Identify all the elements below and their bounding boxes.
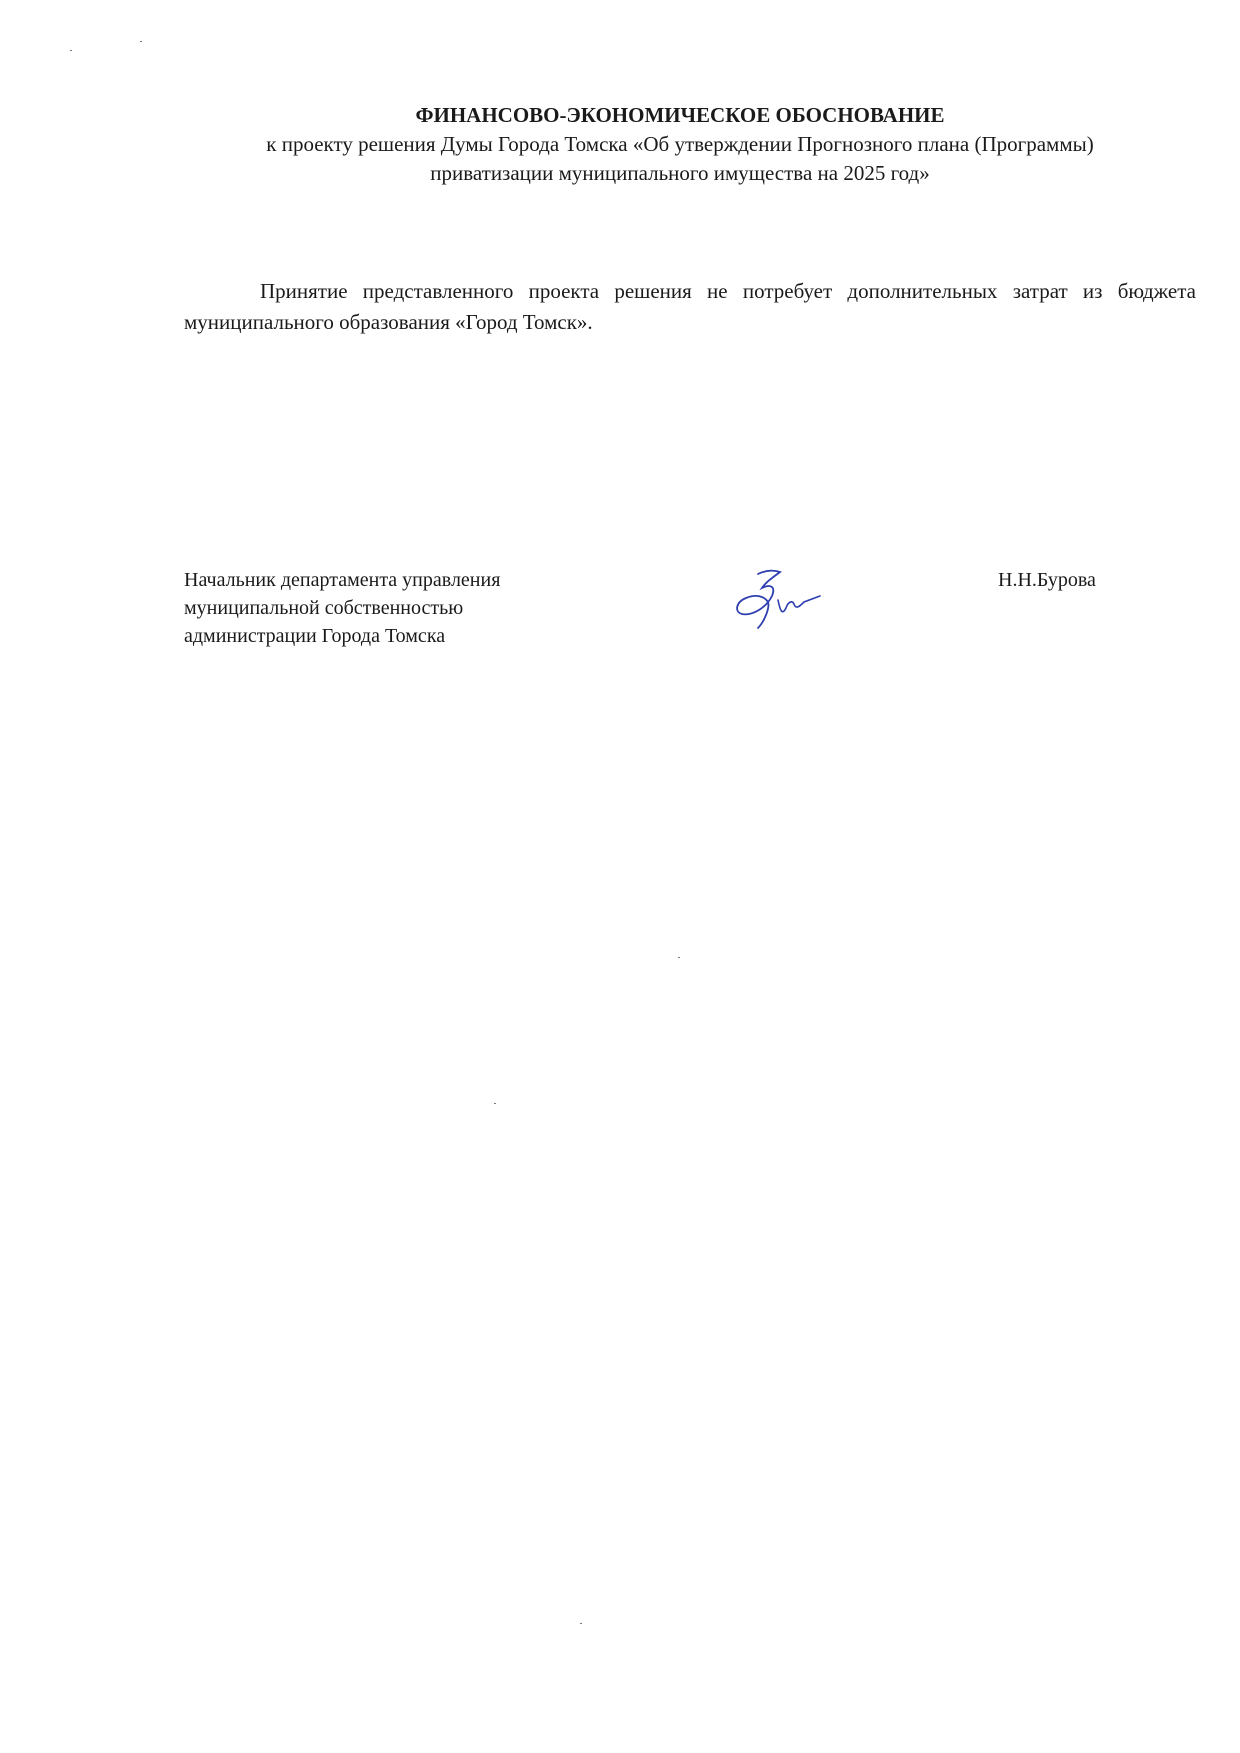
body-paragraph: Принятие представленного проекта решения не потребует дополнительных затрат из бюджета муниципального образования «Город Томск». bbox=[184, 279, 1196, 334]
document-subtitle-line-2: приватизации муниципального имущества на 2025 год» bbox=[430, 161, 930, 185]
handwritten-signature-icon bbox=[722, 560, 842, 640]
scan-speck bbox=[580, 1623, 582, 1624]
signatory-position-line-1: Начальник департамента управления bbox=[184, 569, 501, 591]
signatory-position-line-3: администрации Города Томска bbox=[184, 625, 446, 647]
scan-speck bbox=[678, 957, 680, 958]
document-header bbox=[160, 100, 1200, 188]
scan-speck bbox=[140, 41, 142, 42]
signatory-position bbox=[184, 566, 604, 650]
signatory-name: Н.Н.Бурова bbox=[998, 569, 1096, 591]
scan-speck bbox=[70, 50, 72, 51]
scan-speck bbox=[494, 1103, 496, 1104]
document-title: ФИНАНСОВО-ЭКОНОМИЧЕСКОЕ ОБОСНОВАНИЕ bbox=[415, 103, 945, 127]
signatory-position-line-2: муниципальной собственностью bbox=[184, 597, 464, 619]
document-subtitle-line-1: к проекту решения Думы Города Томска «Об утверждении Прогнозного плана (Программы) bbox=[266, 132, 1094, 156]
